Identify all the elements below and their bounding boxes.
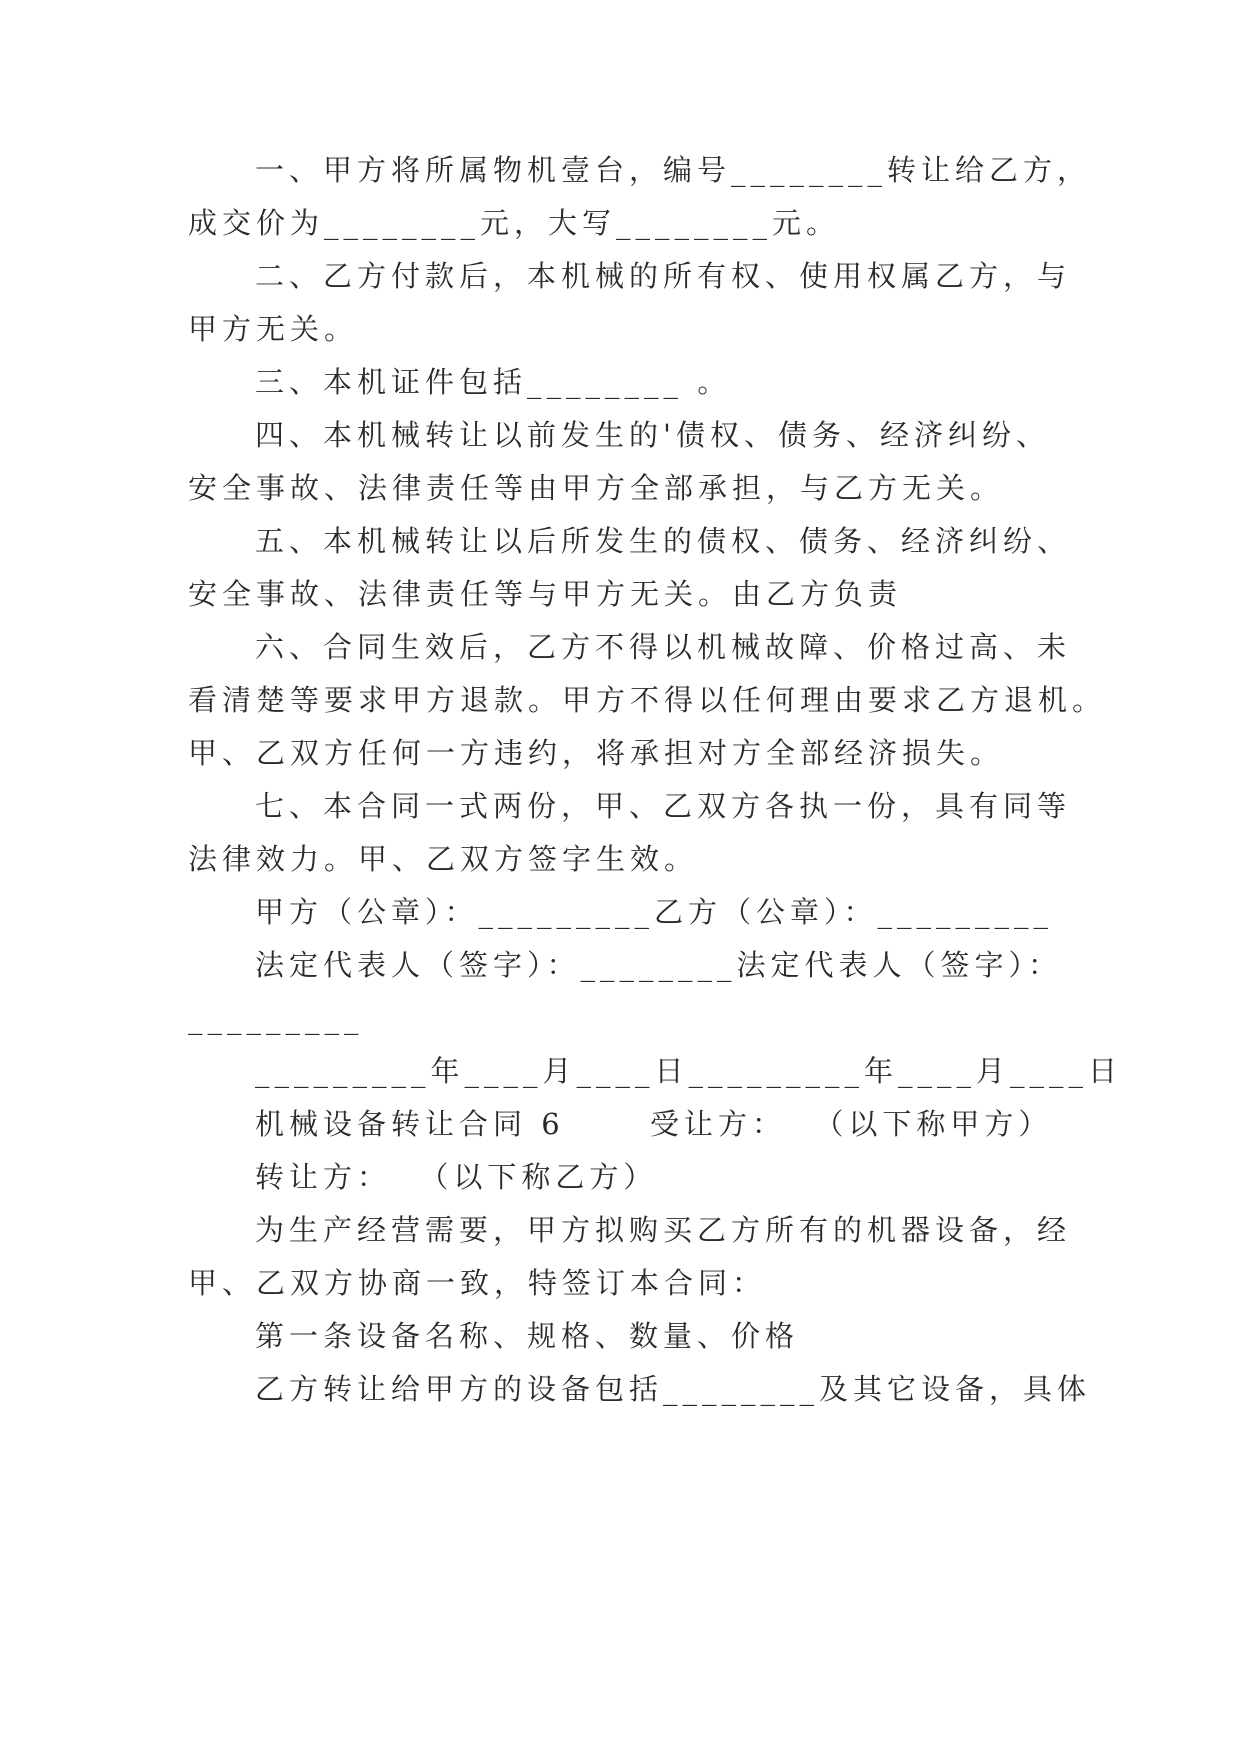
clause-7-line-2: 法律效力。甲、乙双方签字生效。 (188, 842, 699, 876)
contract-6-title-line: 机械设备转让合同 6 受让方： （以下称甲方） (255, 1107, 1053, 1141)
article-1-line-1: 乙方转让给甲方的设备包括________及其它设备，具体 (255, 1372, 1092, 1406)
clause-1-line-1: 一、甲方将所属物机壹台，编号________转让给乙方， (255, 153, 1092, 187)
clause-4-line-2: 安全事故、法律责任等由甲方全部承担，与乙方无关。 (188, 471, 1005, 505)
clause-7-line-1: 七、本合同一式两份，甲、乙双方各执一份，具有同等 (255, 789, 1072, 823)
representative-blank-line: _________ (188, 1001, 364, 1035)
clause-5-line-2: 安全事故、法律责任等与甲方无关。由乙方负责 (188, 577, 903, 611)
article-1-heading: 第一条设备名称、规格、数量、价格 (255, 1319, 800, 1353)
transferor-line: 转让方： （以下称乙方） (255, 1160, 658, 1194)
representative-line: 法定代表人（签字）：________法定代表人（签字）： (255, 948, 1063, 982)
clause-3-line-1: 三、本机证件包括________ 。 (255, 365, 732, 399)
clause-6-line-3: 甲、乙双方任何一方违约，将承担对方全部经济损失。 (188, 736, 1005, 770)
preamble-line-1: 为生产经营需要，甲方拟购买乙方所有的机器设备，经 (255, 1213, 1072, 1247)
date-line: _________年____月____日_________年____月____日 (255, 1054, 1123, 1088)
clause-4-line-1: 四、本机械转让以前发生的'债权、债务、经济纠纷、 (255, 418, 1050, 452)
preamble-line-2: 甲、乙双方协商一致，特签订本合同： (188, 1266, 767, 1300)
clause-6-line-1: 六、合同生效后，乙方不得以机械故障、价格过高、未 (255, 630, 1072, 664)
clause-2-line-1: 二、乙方付款后，本机械的所有权、使用权属乙方，与 (255, 259, 1072, 293)
seal-line: 甲方（公章）：_________乙方（公章）：_________ (255, 895, 1054, 929)
clause-2-line-2: 甲方无关。 (188, 312, 359, 346)
clause-6-line-2: 看清楚等要求甲方退款。甲方不得以任何理由要求乙方退机。 (188, 683, 1107, 717)
clause-1-line-2: 成交价为________元，大写________元。 (188, 206, 841, 240)
clause-5-line-1: 五、本机械转让以后所发生的债权、债务、经济纠纷、 (255, 524, 1072, 558)
